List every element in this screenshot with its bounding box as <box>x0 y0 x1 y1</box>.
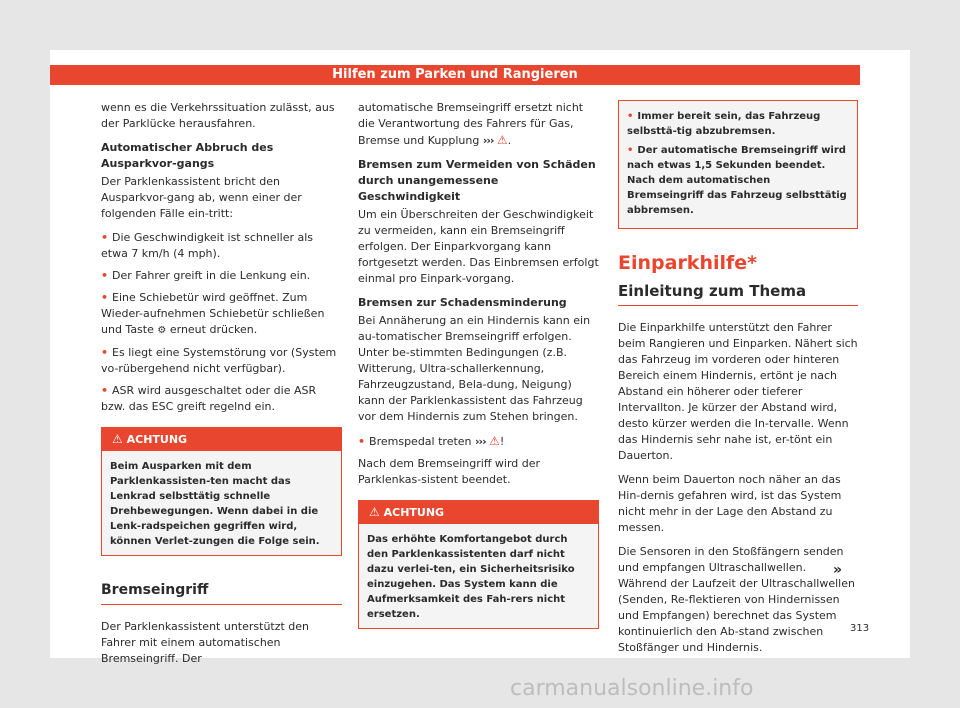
park-assist-icon: ⚙ <box>157 325 167 336</box>
chapter-title: Einparkhilfe* <box>618 252 758 274</box>
warning-box <box>101 427 342 556</box>
paragraph: Der Parklenkassistent unterstützt den Fahrer mit einem automatischen Bremseingriff. Der <box>101 620 310 665</box>
reference-arrows: ››› <box>475 435 486 448</box>
warning-icon: ⚠ <box>496 133 508 147</box>
warning-box <box>358 500 599 629</box>
continue-mark: » <box>833 562 843 578</box>
bullet-icon: • <box>358 435 366 448</box>
page-header: Hilfen zum Parken und Rangieren <box>50 65 860 85</box>
warning-icon: ⚠ <box>112 432 123 446</box>
reference-arrows: ››› <box>482 134 494 147</box>
column-2 <box>358 100 599 629</box>
section-title: Einleitung zum Thema <box>618 283 858 306</box>
list-item: • Eine Schiebetür wird geöffnet. Zum Wieder-aufnehmen Schiebetür schließen und Taste ⚙ erneut drücken. <box>101 291 325 336</box>
bullet-icon: • <box>101 346 109 359</box>
paragraph: automatische Bremseingriff ersetzt nicht die Verantwortung des Fahrers für Gas, Bremse und Kupplung ››› ⚠. <box>358 101 584 147</box>
warning-text: Das erhöhte Komfortangebot durch den Parklenkassistenten darf nicht dazu verlei-ten, ein Sicherheitsrisiko einzugehen. Das System kann die Aufmerksamkeit des Fah-rers nicht ersetzen. <box>367 534 575 620</box>
section-title: Bremseingriff <box>101 582 342 605</box>
list-item: • ASR wird ausgeschaltet oder die ASR bzw. das ESC greift regelnd ein. <box>101 384 317 413</box>
list-item: • Der automatische Bremseingriff wird nach etwas 1,5 Sekunden beendet. Nach dem automatischen Bremseingriff das Fahrzeug selbsttätig abbremsen. <box>627 145 847 216</box>
bullet-icon: • <box>101 231 109 244</box>
warning-box-continued <box>618 100 858 229</box>
paragraph: Um ein Überschreiten der Geschwindigkeit zu vermeiden, kann ein Bremseingriff erfolgen. Der Einparkvorgang kann fortgesetzt werden. Das Einbremsen erfolgt einmal pro Einpark-vorgang. <box>358 208 599 285</box>
warning-header: ⚠ ACHTUNG <box>359 501 598 524</box>
warning-icon: ⚠ <box>369 505 380 519</box>
warning-icon: ⚠ <box>489 434 500 448</box>
paragraph: Die Einparkhilfe unterstützt den Fahrer beim Rangieren und Einparken. Nähert sich das Fahrzeug im vorderen oder hinteren Bereich einem Hindernis, ertönt je nach Abstand ein höherer oder tieferer Intervallton. Je kürzer der Abstand wird, desto kürzer werden die In-tervalle. Wenn das Hindernis sehr nahe ist, er-tönt ein Dauerton. <box>618 321 858 462</box>
bullet-icon: • <box>101 384 109 397</box>
bullet-icon: • <box>101 269 109 282</box>
subheading-abbruch: Automatischer Abbruch des Ausparkvor-gangs <box>101 141 274 170</box>
list-item: • Die Geschwindigkeit ist schneller als etwa 7 km/h (4 mph). <box>101 231 314 260</box>
paragraph: Nach dem Bremseingriff wird der Parklenkas-sistent beendet. <box>358 457 541 486</box>
column-1 <box>101 100 342 675</box>
subheading: Bremsen zur Schadensminderung <box>358 296 567 309</box>
list-item: • Immer bereit sein, das Fahrzeug selbsttä-tig abzubremsen. <box>627 111 821 137</box>
watermark: carmanualsonline.info <box>510 676 754 701</box>
warning-header: ⚠ ACHTUNG <box>102 428 341 451</box>
column-3 <box>618 100 858 664</box>
list-item: • Der Fahrer greift in die Lenkung ein. <box>101 269 311 282</box>
bullet-icon: • <box>101 291 109 304</box>
bullet-icon: • <box>627 145 634 156</box>
warning-text: Beim Ausparken mit dem Parklenkassisten-ten macht das Lenkrad selbsttätig schnelle Drehbewegungen. Wenn dabei in die Lenk-radspeichen gegriffen wird, können Verlet-zungen die Folge sein. <box>110 461 320 547</box>
bullet-icon: • <box>627 111 634 122</box>
paragraph: Der Parklenkassistent bricht den Ausparkvor-gang ab, wenn einer der folgenden Fälle ein-tritt: <box>101 175 302 220</box>
subheading: Bremsen zum Vermeiden von Schäden durch unangemessene Geschwindigkeit <box>358 158 596 203</box>
paragraph: Die Sensoren in den Stoßfängern senden und empfangen Ultraschallwellen. Während der Laufzeit der Ultraschallwellen (Senden, Re-flektieren von Hindernissen und Empfangen) berechnet das System kontinuierlich den Ab-stand zwischen Stoßfänger und Hindernis. <box>618 545 855 654</box>
paragraph: Bei Annäherung an ein Hindernis kann ein au-tomatischer Bremseingriff erfolgen. Unter be-stimmten Bedingungen (z.B. Witterung, Ultra-schallerkennung, Fahrzeugzustand, Bela-dung, Neigung) kann der Parklenkassistent das Fahrzeug vor dem Hindernis zum Stehen bringen. <box>358 314 591 423</box>
paragraph: Wenn beim Dauerton noch näher an das Hin-dernis gefahren wird, ist das System nicht mehr in der Lage den Abstand zu messen. <box>618 473 842 534</box>
page-number: 313 <box>850 623 870 634</box>
list-item: • Es liegt eine Systemstörung vor (System vo-rübergehend nicht verfügbar). <box>101 346 337 375</box>
intro-text: wenn es die Verkehrssituation zulässt, aus der Parklücke herausfahren. <box>101 101 335 130</box>
list-item: • Bremspedal treten ››› ⚠! <box>358 434 505 448</box>
